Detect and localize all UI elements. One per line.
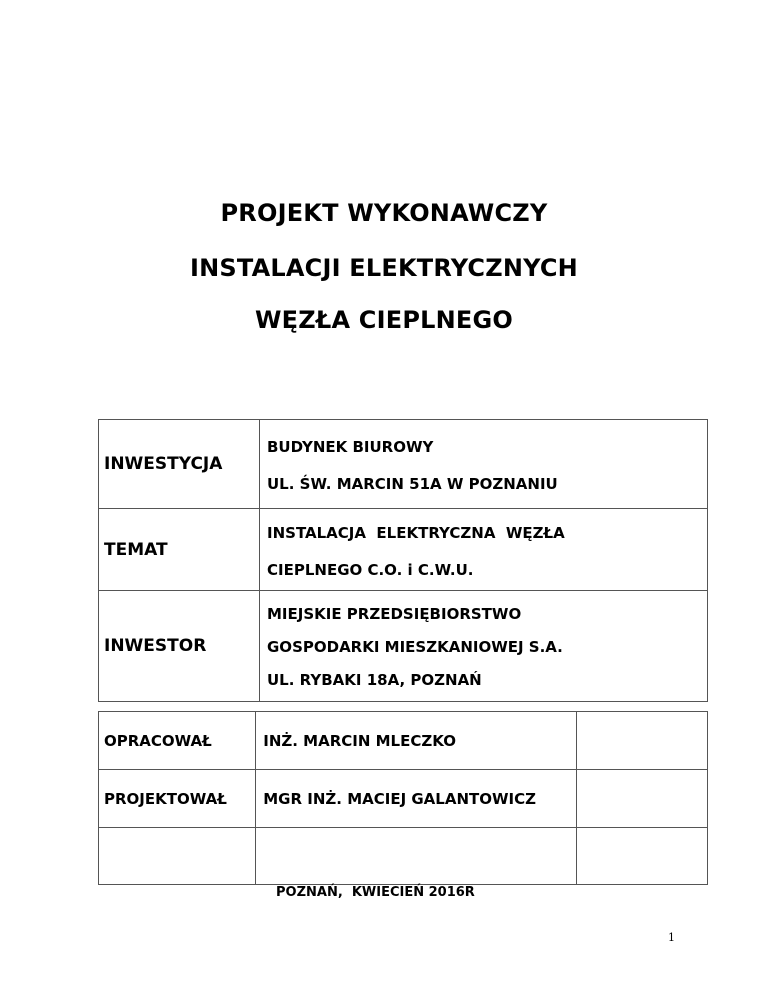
- inwestor-line-2: GOSPODARKI MIESZKANIOWEJ S.A.: [267, 637, 563, 656]
- temat-value: [260, 509, 708, 591]
- inwestor-row: [99, 591, 708, 702]
- empty-cell-2: [256, 828, 577, 885]
- title-line-1: PROJEKT WYKONAWCZY: [220, 199, 548, 227]
- inwestor-line-1: MIEJSKIE PRZEDSIĘBIORSTWO: [267, 604, 522, 623]
- projektowal-signature-cell: [576, 770, 707, 828]
- title-line-2: INSTALACJI ELEKTRYCZNYCH: [190, 254, 578, 282]
- opracowal-row: [99, 712, 708, 770]
- temat-line-2: CIEPLNEGO C.O. i C.W.U.: [267, 560, 474, 579]
- inwestycja-line-2: UL. ŚW. MARCIN 51A W POZNANIU: [267, 475, 558, 493]
- place-date: POZNAŃ, KWIECIEŃ 2016R: [276, 885, 475, 900]
- inwestor-label: INWESTOR: [99, 591, 260, 702]
- empty-row: [99, 828, 708, 885]
- projektowal-row: [99, 770, 708, 828]
- temat-label: TEMAT: [99, 509, 260, 591]
- inwestycja-line-1: BUDYNEK BIUROWY: [267, 438, 434, 456]
- projektowal-name: MGR INŻ. MACIEJ GALANTOWICZ: [256, 770, 577, 828]
- opracowal-signature-cell: [576, 712, 707, 770]
- opracowal-label: OPRACOWAŁ: [99, 712, 256, 770]
- page-number: 1: [668, 931, 675, 944]
- title-line-3: WĘZŁA CIEPLNEGO: [254, 306, 513, 334]
- empty-cell-3: [576, 828, 707, 885]
- empty-cell-1: [99, 828, 256, 885]
- inwestycja-row: [99, 420, 708, 509]
- temat-row: [99, 509, 708, 591]
- inwestycja-label: INWESTYCJA: [99, 420, 260, 509]
- inwestycja-value: [260, 420, 708, 509]
- authors-table: [98, 711, 708, 885]
- temat-line-1: INSTALACJA ELEKTRYCZNA WĘZŁA: [267, 523, 565, 542]
- projektowal-label: PROJEKTOWAŁ: [99, 770, 256, 828]
- opracowal-name: INŻ. MARCIN MLECZKO: [256, 712, 577, 770]
- project-info-table: [98, 419, 708, 702]
- inwestor-line-3: UL. RYBAKI 18A, POZNAŃ: [267, 670, 482, 689]
- inwestor-value: [260, 591, 708, 702]
